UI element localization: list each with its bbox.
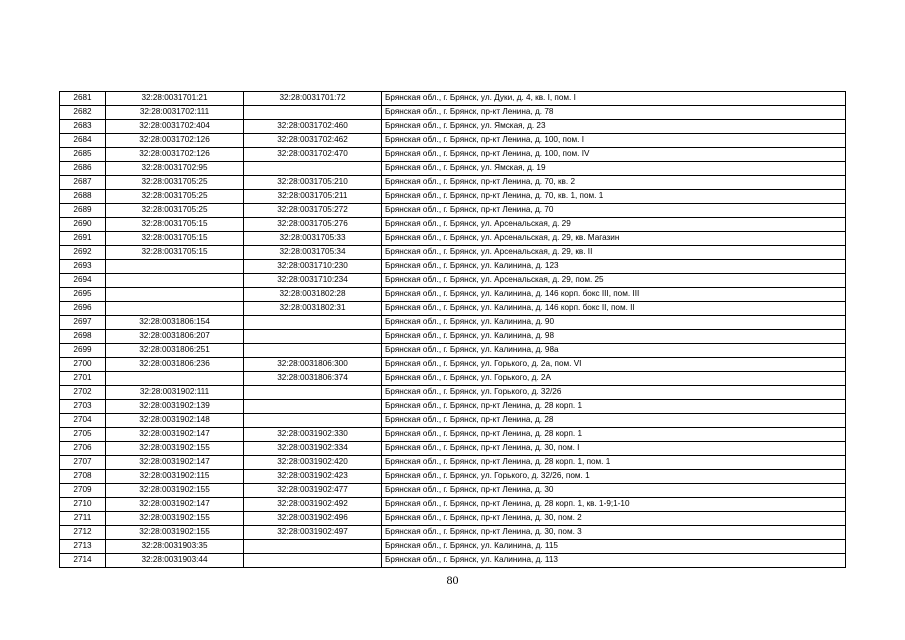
object-cadastral-number-cell: 32:28:0031806:374	[244, 372, 382, 386]
cadastral-number-cell: 32:28:0031705:15	[106, 246, 244, 260]
table-row	[60, 498, 846, 512]
address-cell: Брянская обл., г. Брянск, пр-кт Ленина, д. 100, пом. IV	[382, 148, 846, 162]
table-row	[60, 260, 846, 274]
object-cadastral-number-cell: 32:28:0031705:210	[244, 176, 382, 190]
address-cell: Брянская обл., г. Брянск, ул. Калинина, д. 115	[382, 540, 846, 554]
address-cell: Брянская обл., г. Брянск, пр-кт Ленина, д. 70	[382, 204, 846, 218]
table-row	[60, 512, 846, 526]
object-cadastral-number-cell: 32:28:0031705:276	[244, 218, 382, 232]
address-cell: Брянская обл., г. Брянск, ул. Дуки, д. 4, кв. I, пом. I	[382, 92, 846, 106]
object-cadastral-number-cell: 32:28:0031902:477	[244, 484, 382, 498]
row-number-cell: 2697	[60, 316, 106, 330]
address-cell: Брянская обл., г. Брянск, ул. Горького, д. 32/26, пом. 1	[382, 470, 846, 484]
cadastral-number-cell: 32:28:0031705:25	[106, 176, 244, 190]
cadastral-number-cell	[106, 372, 244, 386]
address-cell: Брянская обл., г. Брянск, ул. Арсенальская, д. 29, кв. II	[382, 246, 846, 260]
row-number-cell: 2700	[60, 358, 106, 372]
address-cell: Брянская обл., г. Брянск, пр-кт Ленина, д. 28 корп. 1, кв. 1-9;1-10	[382, 498, 846, 512]
table-row	[60, 162, 846, 176]
address-cell: Брянская обл., г. Брянск, ул. Горького, д. 32/26	[382, 386, 846, 400]
row-number-cell: 2702	[60, 386, 106, 400]
cadastral-number-cell: 32:28:0031902:155	[106, 526, 244, 540]
row-number-cell: 2699	[60, 344, 106, 358]
object-cadastral-number-cell: 32:28:0031702:462	[244, 134, 382, 148]
row-number-cell: 2712	[60, 526, 106, 540]
address-cell: Брянская обл., г. Брянск, ул. Калинина, д. 123	[382, 260, 846, 274]
object-cadastral-number-cell: 32:28:0031902:423	[244, 470, 382, 484]
table-row	[60, 330, 846, 344]
cadastral-number-cell: 32:28:0031702:95	[106, 162, 244, 176]
property-table	[59, 91, 846, 568]
object-cadastral-number-cell: 32:28:0031710:234	[244, 274, 382, 288]
address-cell: Брянская обл., г. Брянск, пр-кт Ленина, д. 70, кв. 2	[382, 176, 846, 190]
address-cell: Брянская обл., г. Брянск, ул. Горького, д. 2а, пом. VI	[382, 358, 846, 372]
object-cadastral-number-cell: 32:28:0031902:334	[244, 442, 382, 456]
object-cadastral-number-cell: 32:28:0031902:496	[244, 512, 382, 526]
table-row	[60, 414, 846, 428]
row-number-cell: 2714	[60, 554, 106, 568]
row-number-cell: 2681	[60, 92, 106, 106]
table-row	[60, 92, 846, 106]
cadastral-number-cell: 32:28:0031902:139	[106, 400, 244, 414]
address-cell: Брянская обл., г. Брянск, пр-кт Ленина, д. 100, пом. I	[382, 134, 846, 148]
row-number-cell: 2682	[60, 106, 106, 120]
object-cadastral-number-cell: 32:28:0031806:300	[244, 358, 382, 372]
object-cadastral-number-cell: 32:28:0031705:34	[244, 246, 382, 260]
table-row	[60, 134, 846, 148]
cadastral-number-cell: 32:28:0031902:147	[106, 498, 244, 512]
object-cadastral-number-cell: 32:28:0031902:497	[244, 526, 382, 540]
cadastral-number-cell: 32:28:0031702:126	[106, 148, 244, 162]
cadastral-number-cell: 32:28:0031705:15	[106, 232, 244, 246]
object-cadastral-number-cell: 32:28:0031902:330	[244, 428, 382, 442]
cadastral-number-cell: 32:28:0031902:115	[106, 470, 244, 484]
object-cadastral-number-cell: 32:28:0031705:211	[244, 190, 382, 204]
row-number-cell: 2710	[60, 498, 106, 512]
row-number-cell: 2696	[60, 302, 106, 316]
address-cell: Брянская обл., г. Брянск, пр-кт Ленина, д. 30	[382, 484, 846, 498]
row-number-cell: 2708	[60, 470, 106, 484]
table-row	[60, 484, 846, 498]
row-number-cell: 2694	[60, 274, 106, 288]
table-row	[60, 358, 846, 372]
table-row	[60, 120, 846, 134]
object-cadastral-number-cell: 32:28:0031702:460	[244, 120, 382, 134]
cadastral-number-cell: 32:28:0031702:126	[106, 134, 244, 148]
table-row	[60, 470, 846, 484]
table-row	[60, 344, 846, 358]
row-number-cell: 2685	[60, 148, 106, 162]
page-number: 80	[446, 573, 459, 587]
address-cell: Брянская обл., г. Брянск, пр-кт Ленина, д. 28 корп. 1	[382, 428, 846, 442]
address-cell: Брянская обл., г. Брянск, ул. Калинина, д. 146 корп. бокс III, пом. III	[382, 288, 846, 302]
table-row	[60, 400, 846, 414]
row-number-cell: 2686	[60, 162, 106, 176]
row-number-cell: 2689	[60, 204, 106, 218]
object-cadastral-number-cell	[244, 316, 382, 330]
address-cell: Брянская обл., г. Брянск, ул. Арсенальская, д. 29	[382, 218, 846, 232]
row-number-cell: 2704	[60, 414, 106, 428]
cadastral-number-cell	[106, 260, 244, 274]
cadastral-number-cell: 32:28:0031902:111	[106, 386, 244, 400]
address-cell: Брянская обл., г. Брянск, пр-кт Ленина, д. 30, пом. I	[382, 442, 846, 456]
row-number-cell: 2706	[60, 442, 106, 456]
object-cadastral-number-cell: 32:28:0031902:492	[244, 498, 382, 512]
cadastral-number-cell: 32:28:0031705:15	[106, 218, 244, 232]
address-cell: Брянская обл., г. Брянск, пр-кт Ленина, д. 28	[382, 414, 846, 428]
table-row	[60, 176, 846, 190]
cadastral-number-cell: 32:28:0031903:44	[106, 554, 244, 568]
table-row	[60, 456, 846, 470]
row-number-cell: 2698	[60, 330, 106, 344]
object-cadastral-number-cell	[244, 540, 382, 554]
table-row	[60, 274, 846, 288]
row-number-cell: 2705	[60, 428, 106, 442]
object-cadastral-number-cell: 32:28:0031710:230	[244, 260, 382, 274]
address-cell: Брянская обл., г. Брянск, ул. Арсенальская, д. 29, кв. Магазин	[382, 232, 846, 246]
table-row	[60, 316, 846, 330]
row-number-cell: 2709	[60, 484, 106, 498]
table-row	[60, 232, 846, 246]
row-number-cell: 2707	[60, 456, 106, 470]
object-cadastral-number-cell	[244, 400, 382, 414]
object-cadastral-number-cell: 32:28:0031701:72	[244, 92, 382, 106]
table-row	[60, 372, 846, 386]
cadastral-number-cell	[106, 302, 244, 316]
table-row	[60, 106, 846, 120]
address-cell: Брянская обл., г. Брянск, ул. Калинина, д. 90	[382, 316, 846, 330]
address-cell: Брянская обл., г. Брянск, пр-кт Ленина, д. 30, пом. 3	[382, 526, 846, 540]
cadastral-number-cell	[106, 274, 244, 288]
table-row	[60, 386, 846, 400]
table-row	[60, 218, 846, 232]
cadastral-number-cell: 32:28:0031806:236	[106, 358, 244, 372]
address-cell: Брянская обл., г. Брянск, ул. Калинина, д. 113	[382, 554, 846, 568]
property-table-body	[60, 92, 846, 568]
table-row	[60, 204, 846, 218]
object-cadastral-number-cell: 32:28:0031802:28	[244, 288, 382, 302]
object-cadastral-number-cell	[244, 162, 382, 176]
cadastral-number-cell: 32:28:0031806:251	[106, 344, 244, 358]
row-number-cell: 2693	[60, 260, 106, 274]
cadastral-number-cell: 32:28:0031806:154	[106, 316, 244, 330]
cadastral-number-cell: 32:28:0031702:111	[106, 106, 244, 120]
table-row	[60, 442, 846, 456]
table-row	[60, 246, 846, 260]
row-number-cell: 2690	[60, 218, 106, 232]
address-cell: Брянская обл., г. Брянск, ул. Калинина, д. 98	[382, 330, 846, 344]
address-cell: Брянская обл., г. Брянск, ул. Калинина, д. 98а	[382, 344, 846, 358]
cadastral-number-cell: 32:28:0031705:25	[106, 204, 244, 218]
object-cadastral-number-cell: 32:28:0031705:272	[244, 204, 382, 218]
object-cadastral-number-cell	[244, 386, 382, 400]
object-cadastral-number-cell	[244, 330, 382, 344]
table-row	[60, 148, 846, 162]
object-cadastral-number-cell	[244, 344, 382, 358]
address-cell: Брянская обл., г. Брянск, пр-кт Ленина, д. 70, кв. 1, пом. 1	[382, 190, 846, 204]
row-number-cell: 2695	[60, 288, 106, 302]
cadastral-number-cell: 32:28:0031902:147	[106, 456, 244, 470]
cadastral-number-cell: 32:28:0031902:155	[106, 512, 244, 526]
row-number-cell: 2692	[60, 246, 106, 260]
address-cell: Брянская обл., г. Брянск, пр-кт Ленина, д. 30, пом. 2	[382, 512, 846, 526]
row-number-cell: 2688	[60, 190, 106, 204]
cadastral-number-cell: 32:28:0031903:35	[106, 540, 244, 554]
row-number-cell: 2701	[60, 372, 106, 386]
cadastral-number-cell: 32:28:0031902:148	[106, 414, 244, 428]
object-cadastral-number-cell	[244, 106, 382, 120]
row-number-cell: 2687	[60, 176, 106, 190]
address-cell: Брянская обл., г. Брянск, ул. Арсенальская, д. 29, пом. 25	[382, 274, 846, 288]
object-cadastral-number-cell	[244, 414, 382, 428]
object-cadastral-number-cell: 32:28:0031902:420	[244, 456, 382, 470]
object-cadastral-number-cell	[244, 554, 382, 568]
row-number-cell: 2684	[60, 134, 106, 148]
address-cell: Брянская обл., г. Брянск, ул. Ямская, д. 23	[382, 120, 846, 134]
table-row	[60, 554, 846, 568]
cadastral-number-cell: 32:28:0031705:25	[106, 190, 244, 204]
cadastral-number-cell: 32:28:0031902:147	[106, 428, 244, 442]
object-cadastral-number-cell: 32:28:0031705:33	[244, 232, 382, 246]
object-cadastral-number-cell: 32:28:0031802:31	[244, 302, 382, 316]
row-number-cell: 2691	[60, 232, 106, 246]
address-cell: Брянская обл., г. Брянск, ул. Горького, д. 2А	[382, 372, 846, 386]
address-cell: Брянская обл., г. Брянск, пр-кт Ленина, д. 78	[382, 106, 846, 120]
row-number-cell: 2713	[60, 540, 106, 554]
address-cell: Брянская обл., г. Брянск, пр-кт Ленина, д. 28 корп. 1	[382, 400, 846, 414]
cadastral-number-cell	[106, 288, 244, 302]
row-number-cell: 2683	[60, 120, 106, 134]
cadastral-number-cell: 32:28:0031701:21	[106, 92, 244, 106]
table-row	[60, 428, 846, 442]
cadastral-number-cell: 32:28:0031702:404	[106, 120, 244, 134]
table-row	[60, 190, 846, 204]
table-row	[60, 288, 846, 302]
table-row	[60, 526, 846, 540]
address-cell: Брянская обл., г. Брянск, ул. Ямская, д. 19	[382, 162, 846, 176]
row-number-cell: 2711	[60, 512, 106, 526]
address-cell: Брянская обл., г. Брянск, ул. Калинина, д. 146 корп. бокс II, пом. II	[382, 302, 846, 316]
cadastral-number-cell: 32:28:0031902:155	[106, 442, 244, 456]
object-cadastral-number-cell: 32:28:0031702:470	[244, 148, 382, 162]
table-row	[60, 302, 846, 316]
address-cell: Брянская обл., г. Брянск, пр-кт Ленина, д. 28 корп. 1, пом. 1	[382, 456, 846, 470]
cadastral-number-cell: 32:28:0031902:155	[106, 484, 244, 498]
cadastral-number-cell: 32:28:0031806:207	[106, 330, 244, 344]
row-number-cell: 2703	[60, 400, 106, 414]
table-row	[60, 540, 846, 554]
